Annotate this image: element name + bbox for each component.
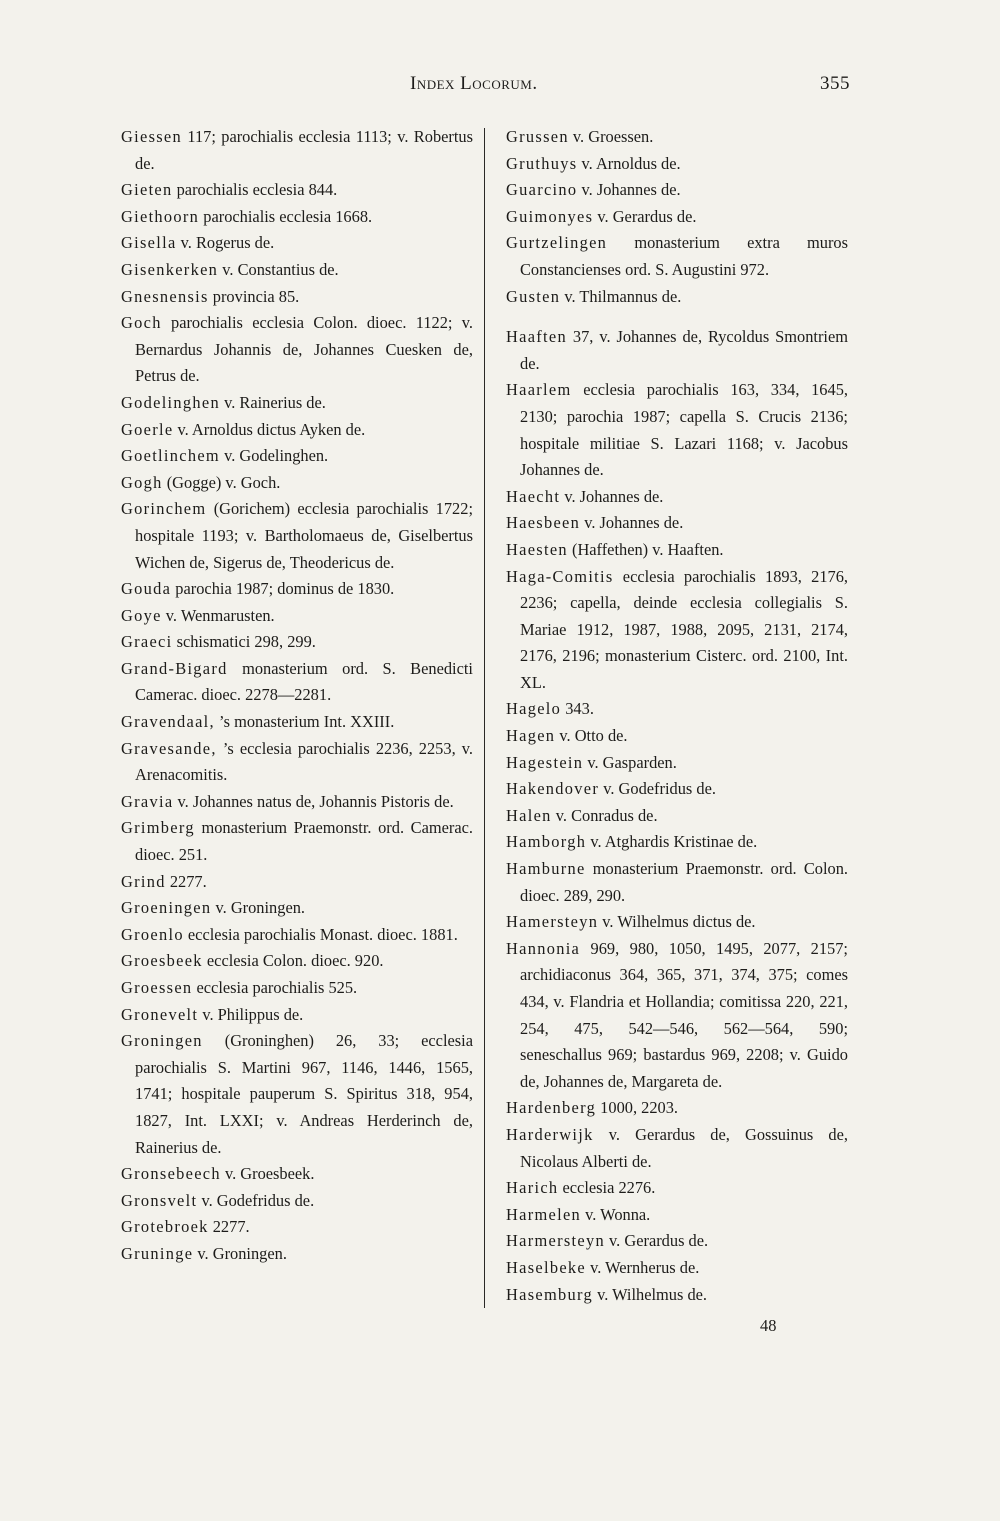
index-entry (506, 936, 848, 1096)
index-entry (506, 1202, 848, 1229)
index-references: v. Groessen. (568, 127, 654, 146)
index-keyword: Goerle (121, 419, 174, 439)
index-keyword: Gieten (121, 180, 173, 200)
index-entry (506, 1122, 848, 1175)
index-keyword: Guimonyes (506, 206, 594, 226)
index-keyword: Gurtzelingen (506, 233, 608, 253)
index-keyword: Grotebroek (121, 1217, 209, 1237)
index-references: v. Arnoldus de. (577, 153, 681, 173)
index-entry (121, 576, 473, 603)
index-entry (121, 284, 473, 311)
index-references: provincia 85. (208, 286, 300, 306)
index-keyword: Goye (121, 605, 162, 625)
index-references: v. Atghardis Kristinae de. (586, 832, 758, 852)
index-references: 343. (561, 699, 594, 719)
index-references: v. Rainerius de. (219, 392, 326, 412)
index-entry (506, 1228, 848, 1255)
index-references: v. Gerardus de. (593, 206, 697, 226)
index-references: 37, v. Johannes de, Rycoldus Smontriem de. (520, 327, 848, 373)
index-references: ’s monasterium Int. XXIII. (214, 712, 395, 732)
index-entry (506, 1255, 848, 1282)
index-references: parochia 1987; dominus de 1830. (171, 579, 395, 599)
index-references: monasterium ord. S. Benedicti Camerac. dioec. 2278—2281. (135, 658, 473, 705)
index-entry (121, 656, 473, 709)
index-references: 1000, 2203. (596, 1098, 679, 1118)
index-entry (506, 124, 848, 151)
index-keyword: Hamersteyn (506, 912, 599, 932)
index-entry (121, 390, 473, 417)
running-head-title: Index Locorum. (410, 73, 538, 94)
index-references: v. Wilhelmus de. (592, 1284, 708, 1304)
index-keyword: Gogh (121, 472, 163, 492)
index-references: v. Johannes de. (560, 486, 664, 506)
index-keyword: Giethoorn (121, 206, 200, 226)
index-entry (121, 1241, 473, 1268)
index-references: ecclesia 2276. (558, 1178, 656, 1198)
index-entry (506, 177, 848, 204)
index-entry (121, 736, 473, 789)
index-keyword: Gouda (121, 579, 172, 599)
index-references: v. Godefridus de. (599, 779, 716, 799)
index-entry (506, 1282, 848, 1309)
index-references: parochialis ecclesia Colon. dioec. 1122; v. Bernardus Johannis de, Johannes Cuesken de, Petrus de. (135, 313, 473, 386)
index-references: v. Wonna. (581, 1204, 651, 1224)
index-keyword: Hasemburg (506, 1284, 593, 1304)
index-keyword: Hardenberg (506, 1098, 597, 1118)
index-keyword: Haga-Comitis (506, 566, 614, 586)
index-keyword: Haesbeen (506, 513, 581, 533)
index-entry (121, 629, 473, 656)
index-entry (506, 204, 848, 231)
index-references: v. Constantius de. (218, 259, 339, 279)
index-entry (121, 922, 473, 949)
index-entry (121, 709, 473, 736)
index-keyword: Haesten (506, 539, 568, 559)
index-keyword: Hakendover (506, 779, 600, 799)
index-entry (506, 723, 848, 750)
index-keyword: Gravendaal, (121, 712, 215, 732)
index-references: v. Groningen. (211, 898, 306, 918)
index-references: v. Godelinghen. (219, 446, 329, 466)
index-references: schismatici 298, 299. (172, 632, 316, 652)
index-keyword: Goch (121, 313, 162, 333)
index-entry (121, 496, 473, 576)
index-entry (121, 975, 473, 1002)
index-keyword: Groenlo (121, 924, 184, 944)
index-entry (121, 948, 473, 975)
index-references: v. Wenmarusten. (161, 605, 275, 625)
index-column-right (506, 124, 848, 1308)
index-references: parochialis ecclesia 844. (172, 180, 338, 200)
page-number: 355 (820, 73, 850, 94)
index-keyword: Goetlinchem (121, 446, 220, 466)
index-references: v. Gasparden. (583, 752, 677, 772)
index-references: v. Johannes de. (577, 180, 681, 200)
index-keyword: Gnesnensis (121, 286, 209, 306)
index-entry (506, 1175, 848, 1202)
index-keyword: Harmersteyn (506, 1231, 605, 1251)
index-keyword: Grand-Bigard (121, 658, 228, 678)
index-keyword: Hannonia (506, 938, 581, 958)
index-entry (121, 1028, 473, 1161)
index-keyword: Harmelen (506, 1204, 582, 1224)
index-keyword: Gruthuys (506, 153, 578, 173)
index-entry (506, 564, 848, 697)
index-keyword: Haarlem (506, 380, 572, 400)
index-keyword: Harich (506, 1178, 559, 1198)
index-entry (121, 1214, 473, 1241)
index-references: 117; parochialis ecclesia 1113; v. Robertus de. (135, 127, 473, 173)
running-head (380, 73, 850, 103)
index-entry (506, 324, 848, 377)
index-references: 969, 980, 1050, 1495, 2077, 2157; archidiaconus 364, 365, 371, 374, 375; comes 434, v. Flandria et Hollandia; comitissa 220, 221, 254, 475, 542—546, 562—564, 590; seneschallus 969; bastardus 969, 2208; v. Guido de, Johannes de, Margareta de. (520, 938, 848, 1091)
index-entry (506, 829, 848, 856)
index-references: ’s ecclesia parochialis 2236, 2253, v. Arenacomitis. (135, 738, 473, 785)
index-entry (121, 603, 473, 630)
index-references: v. Wernherus de. (585, 1257, 700, 1277)
index-keyword: Grind (121, 871, 166, 891)
index-references: 2277. (165, 871, 207, 891)
index-entry (121, 204, 473, 231)
index-keyword: Haaften (506, 327, 567, 347)
index-keyword: Grussen (506, 127, 569, 146)
index-entry (121, 789, 473, 816)
index-keyword: Hamburne (506, 859, 586, 879)
index-keyword: Gusten (506, 286, 561, 306)
index-references: v. Groningen. (193, 1243, 287, 1263)
index-references: ecclesia parochialis 525. (192, 978, 358, 997)
index-entry (506, 856, 848, 909)
index-entry (121, 230, 473, 257)
index-entry (506, 510, 848, 537)
index-references: v. Gerardus de, Gossuinus de, Nicolaus Alberti de. (520, 1124, 848, 1171)
index-entry (121, 1188, 473, 1215)
index-entry (121, 815, 473, 868)
index-entry (506, 537, 848, 564)
index-references: (Haffethen) v. Haaften. (567, 539, 724, 559)
index-keyword: Hamborgh (506, 832, 587, 852)
index-entry (121, 1002, 473, 1029)
index-references: ecclesia parochialis Monast. dioec. 1881. (183, 924, 458, 944)
index-keyword: Hagestein (506, 752, 584, 772)
index-keyword: Haecht (506, 486, 561, 506)
index-keyword: Gravia (121, 791, 174, 811)
index-entry (121, 895, 473, 922)
index-references: v. Johannes natus de, Johannis Pistoris de. (173, 791, 454, 811)
signature-mark: 48 (760, 1316, 777, 1335)
index-references: ecclesia Colon. dioec. 920. (202, 951, 384, 971)
index-references: monasterium Praemonstr. ord. Colon. dioec. 289, 290. (520, 859, 848, 905)
index-entry (121, 310, 473, 390)
index-entry (506, 776, 848, 803)
column-divider (484, 128, 485, 1308)
index-entry (506, 750, 848, 777)
index-references: monasterium Praemonstr. ord. Camerac. dioec. 251. (135, 818, 473, 865)
index-keyword: Gisella (121, 233, 177, 253)
index-references: v. Gerardus de. (604, 1231, 709, 1251)
index-references: monasterium extra muros Constancienses ord. S. Augustini 972. (520, 233, 848, 279)
index-references: v. Thilmannus de. (560, 286, 682, 306)
index-references: 2277. (208, 1217, 250, 1237)
index-references: (Groninghen) 26, 33; ecclesia parochialis S. Martini 967, 1146, 1446, 1565, 1741; hospitale pauperum S. Spiritus 318, 954, 1827, Int. LXXI; v. Andreas Herderinch de, Rainerius de. (135, 1031, 473, 1157)
index-keyword: Grimberg (121, 818, 195, 838)
index-references: v. Johannes de. (580, 513, 684, 533)
index-entry (121, 1161, 473, 1188)
index-entry (506, 909, 848, 936)
index-entry (506, 696, 848, 723)
index-keyword: Graeci (121, 632, 173, 652)
index-references: v. Groesbeek. (220, 1164, 315, 1184)
index-keyword: Groessen (121, 978, 193, 997)
index-entry (121, 177, 473, 204)
index-entry (121, 124, 473, 177)
index-keyword: Gruninge (121, 1243, 194, 1263)
index-keyword: Halen (506, 805, 552, 825)
index-entry (506, 284, 848, 311)
index-keyword: Harderwijk (506, 1124, 594, 1144)
index-entry (506, 1095, 848, 1122)
index-entry (506, 484, 848, 511)
index-entry (121, 257, 473, 284)
index-references: (Gorichem) ecclesia parochialis 1722; hospitale 1193; v. Bartholomaeus de, Giselbertus Wichen de, Sigerus de, Theodericus de. (135, 499, 473, 572)
index-keyword: Gronsebeech (121, 1164, 221, 1184)
index-keyword: Groeningen (121, 898, 212, 918)
index-references: v. Wilhelmus dictus de. (598, 912, 756, 932)
index-references: v. Rogerus de. (176, 233, 275, 253)
index-column-left (121, 124, 473, 1268)
index-references: v. Godefridus de. (197, 1190, 315, 1210)
index-references: v. Otto de. (555, 726, 628, 746)
index-keyword: Gronevelt (121, 1004, 199, 1024)
index-keyword: Groesbeek (121, 951, 203, 971)
index-entry (506, 151, 848, 178)
index-references: ecclesia parochialis 163, 334, 1645, 2130; parochia 1987; capella S. Crucis 2136; hospitale militiae S. Lazari 1168; v. Jacobus Johannes de. (520, 380, 848, 480)
index-keyword: Hagen (506, 726, 556, 746)
index-keyword: Guarcino (506, 180, 578, 200)
index-references: ecclesia parochialis 1893, 2176, 2236; capella, deinde ecclesia collegialis S. Mariae 1912, 1987, 1988, 2095, 2131, 2174, 2176, 2196; monasterium Cisterc. ord. 2100, Int. XL. (520, 566, 848, 692)
index-references: v. Philippus de. (198, 1004, 304, 1024)
index-entry (121, 443, 473, 470)
index-entry (506, 803, 848, 830)
index-keyword: Hagelo (506, 699, 562, 719)
index-keyword: Gronsvelt (121, 1190, 198, 1210)
index-entry (506, 377, 848, 483)
index-entry (121, 869, 473, 896)
index-references: parochialis ecclesia 1668. (199, 206, 373, 226)
index-references: v. Conradus de. (551, 805, 658, 825)
index-keyword: Haselbeke (506, 1257, 586, 1277)
index-references: (Gogge) v. Goch. (162, 472, 281, 492)
index-entry (121, 417, 473, 444)
index-keyword: Gisenkerken (121, 259, 219, 279)
index-keyword: Gravesande, (121, 738, 217, 758)
index-entry (506, 230, 848, 283)
index-keyword: Giessen (121, 127, 182, 146)
index-keyword: Gorinchem (121, 499, 207, 519)
index-keyword: Godelinghen (121, 392, 220, 412)
index-references: v. Arnoldus dictus Ayken de. (173, 419, 366, 439)
index-entry (121, 470, 473, 497)
index-keyword: Groningen (121, 1031, 203, 1051)
